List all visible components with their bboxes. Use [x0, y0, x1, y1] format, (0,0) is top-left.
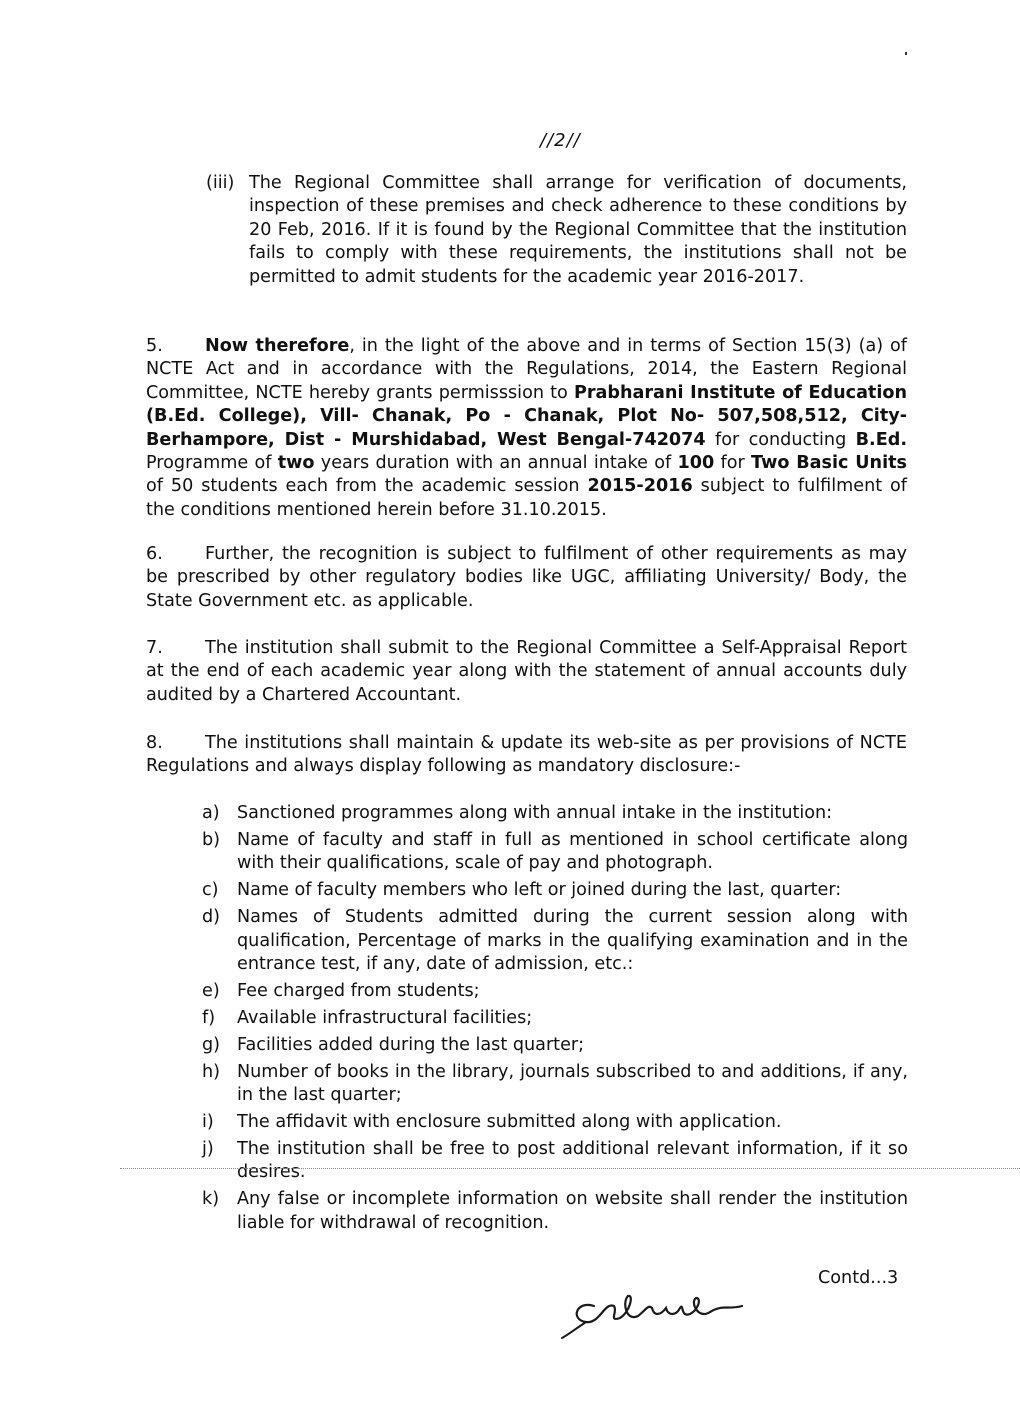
- paragraph-number: 6.: [146, 544, 163, 564]
- paragraph-number: 8.: [146, 733, 163, 753]
- list-item: e) Fee charged from students;: [202, 980, 480, 1001]
- scan-artifact-line: [120, 1168, 1020, 1169]
- continued-note: Contd...3: [818, 1268, 899, 1288]
- list-item: c) Name of faculty members who left or joined during the last, quarter:: [202, 880, 842, 901]
- programme-duration: two: [277, 453, 315, 474]
- disclosure-list: [202, 802, 908, 1238]
- scan-speck: [905, 52, 907, 55]
- condition-iii-label: (iii): [206, 173, 235, 193]
- list-item: k) Any false or incomplete information on website shall render the institution liable for withdrawal of recognition.: [202, 1189, 908, 1233]
- page-number: //2//: [540, 130, 581, 151]
- basic-units: Two Basic Units: [751, 453, 907, 474]
- list-item: h) Number of books in the library, journals subscribed to and additions, if any, in the last quarter;: [202, 1061, 908, 1105]
- para5-lead: Now therefore: [205, 336, 350, 356]
- list-item: g) Facilities added during the last quarter;: [202, 1034, 585, 1055]
- paragraph-number: 5.: [146, 336, 163, 356]
- paragraph-7: 7. The institution shall submit to the Regional Committee a Self-Appraisal Report at the end of each academic year along with the statement of annual accounts duly audited by a Chartered Accountant.: [146, 638, 907, 705]
- condition-iii-text: The Regional Committee shall arrange for verification of documents, inspection of these premises and check adherence to these conditions by 20 Feb, 2016. If it is found by the Regional Committee that the institution fails to comply with these requirements, the institutions shall not be permitted to admit students for the academic year 2016-2017.: [249, 173, 907, 287]
- institution-name: Prabharani Institute of Education (B.Ed. College), Vill- Chanak, Po - Chanak, Plot No- 507,508,512, City-Berhampore, Dist - Murshidabad, West Bengal-742074: [146, 382, 907, 450]
- list-item: j) The institution shall be free to post additional relevant information, if it so desires.: [202, 1138, 908, 1183]
- list-item: d) Names of Students admitted during the current session along with qualification, Percentage of marks in the qualifying examination and in the entrance test, if any, date of admission, etc.:: [202, 907, 908, 974]
- list-item: i) The affidavit with enclosure submitted along with application.: [202, 1111, 782, 1132]
- paragraph-8: 8. The institutions shall maintain & update its web-site as per provisions of NCTE Regulations and always display following as mandatory disclosure:-: [146, 733, 907, 777]
- academic-session: 2015-2016: [587, 476, 693, 497]
- paragraph-5: 5. Now therefore, in the light of the above and in terms of Section 15(3) (a) of NCTE Act and in accordance with the Regulations, 2014, the Eastern Regional Committee, NCTE hereby grants permisssion to Prabharani Institute of Education (B.Ed. College), Vill- Chanak, Po - Chanak, Plot No- 507,508,512, City-Berhampore, Dist - Murshidabad, West Bengal-742074 for conducting B.Ed. Programme of two years duration with an annual intake of 100 for Two Basic Units of 50 students each from the academic session 2015-2016 subject to fulfilment of the conditions mentioned herein before 31.10.2015.: [146, 336, 907, 520]
- signature-icon: [556, 1272, 786, 1349]
- list-item: a) Sanctioned programmes along with annual intake in the institution:: [202, 803, 833, 823]
- annual-intake: 100: [677, 453, 715, 474]
- paragraph-number: 7.: [146, 638, 163, 658]
- paragraph-6: 6. Further, the recognition is subject to fulfilment of other requirements as may be prescribed by other regulatory bodies like UGC, affiliating University/ Body, the State Government etc. as applicable.: [146, 544, 907, 611]
- list-item: b) Name of faculty and staff in full as mentioned in school certificate along with their qualifications, scale of pay and photograph.: [202, 829, 908, 874]
- list-item: f) Available infrastructural facilities;: [202, 1007, 533, 1028]
- programme-name: B.Ed.: [855, 429, 907, 450]
